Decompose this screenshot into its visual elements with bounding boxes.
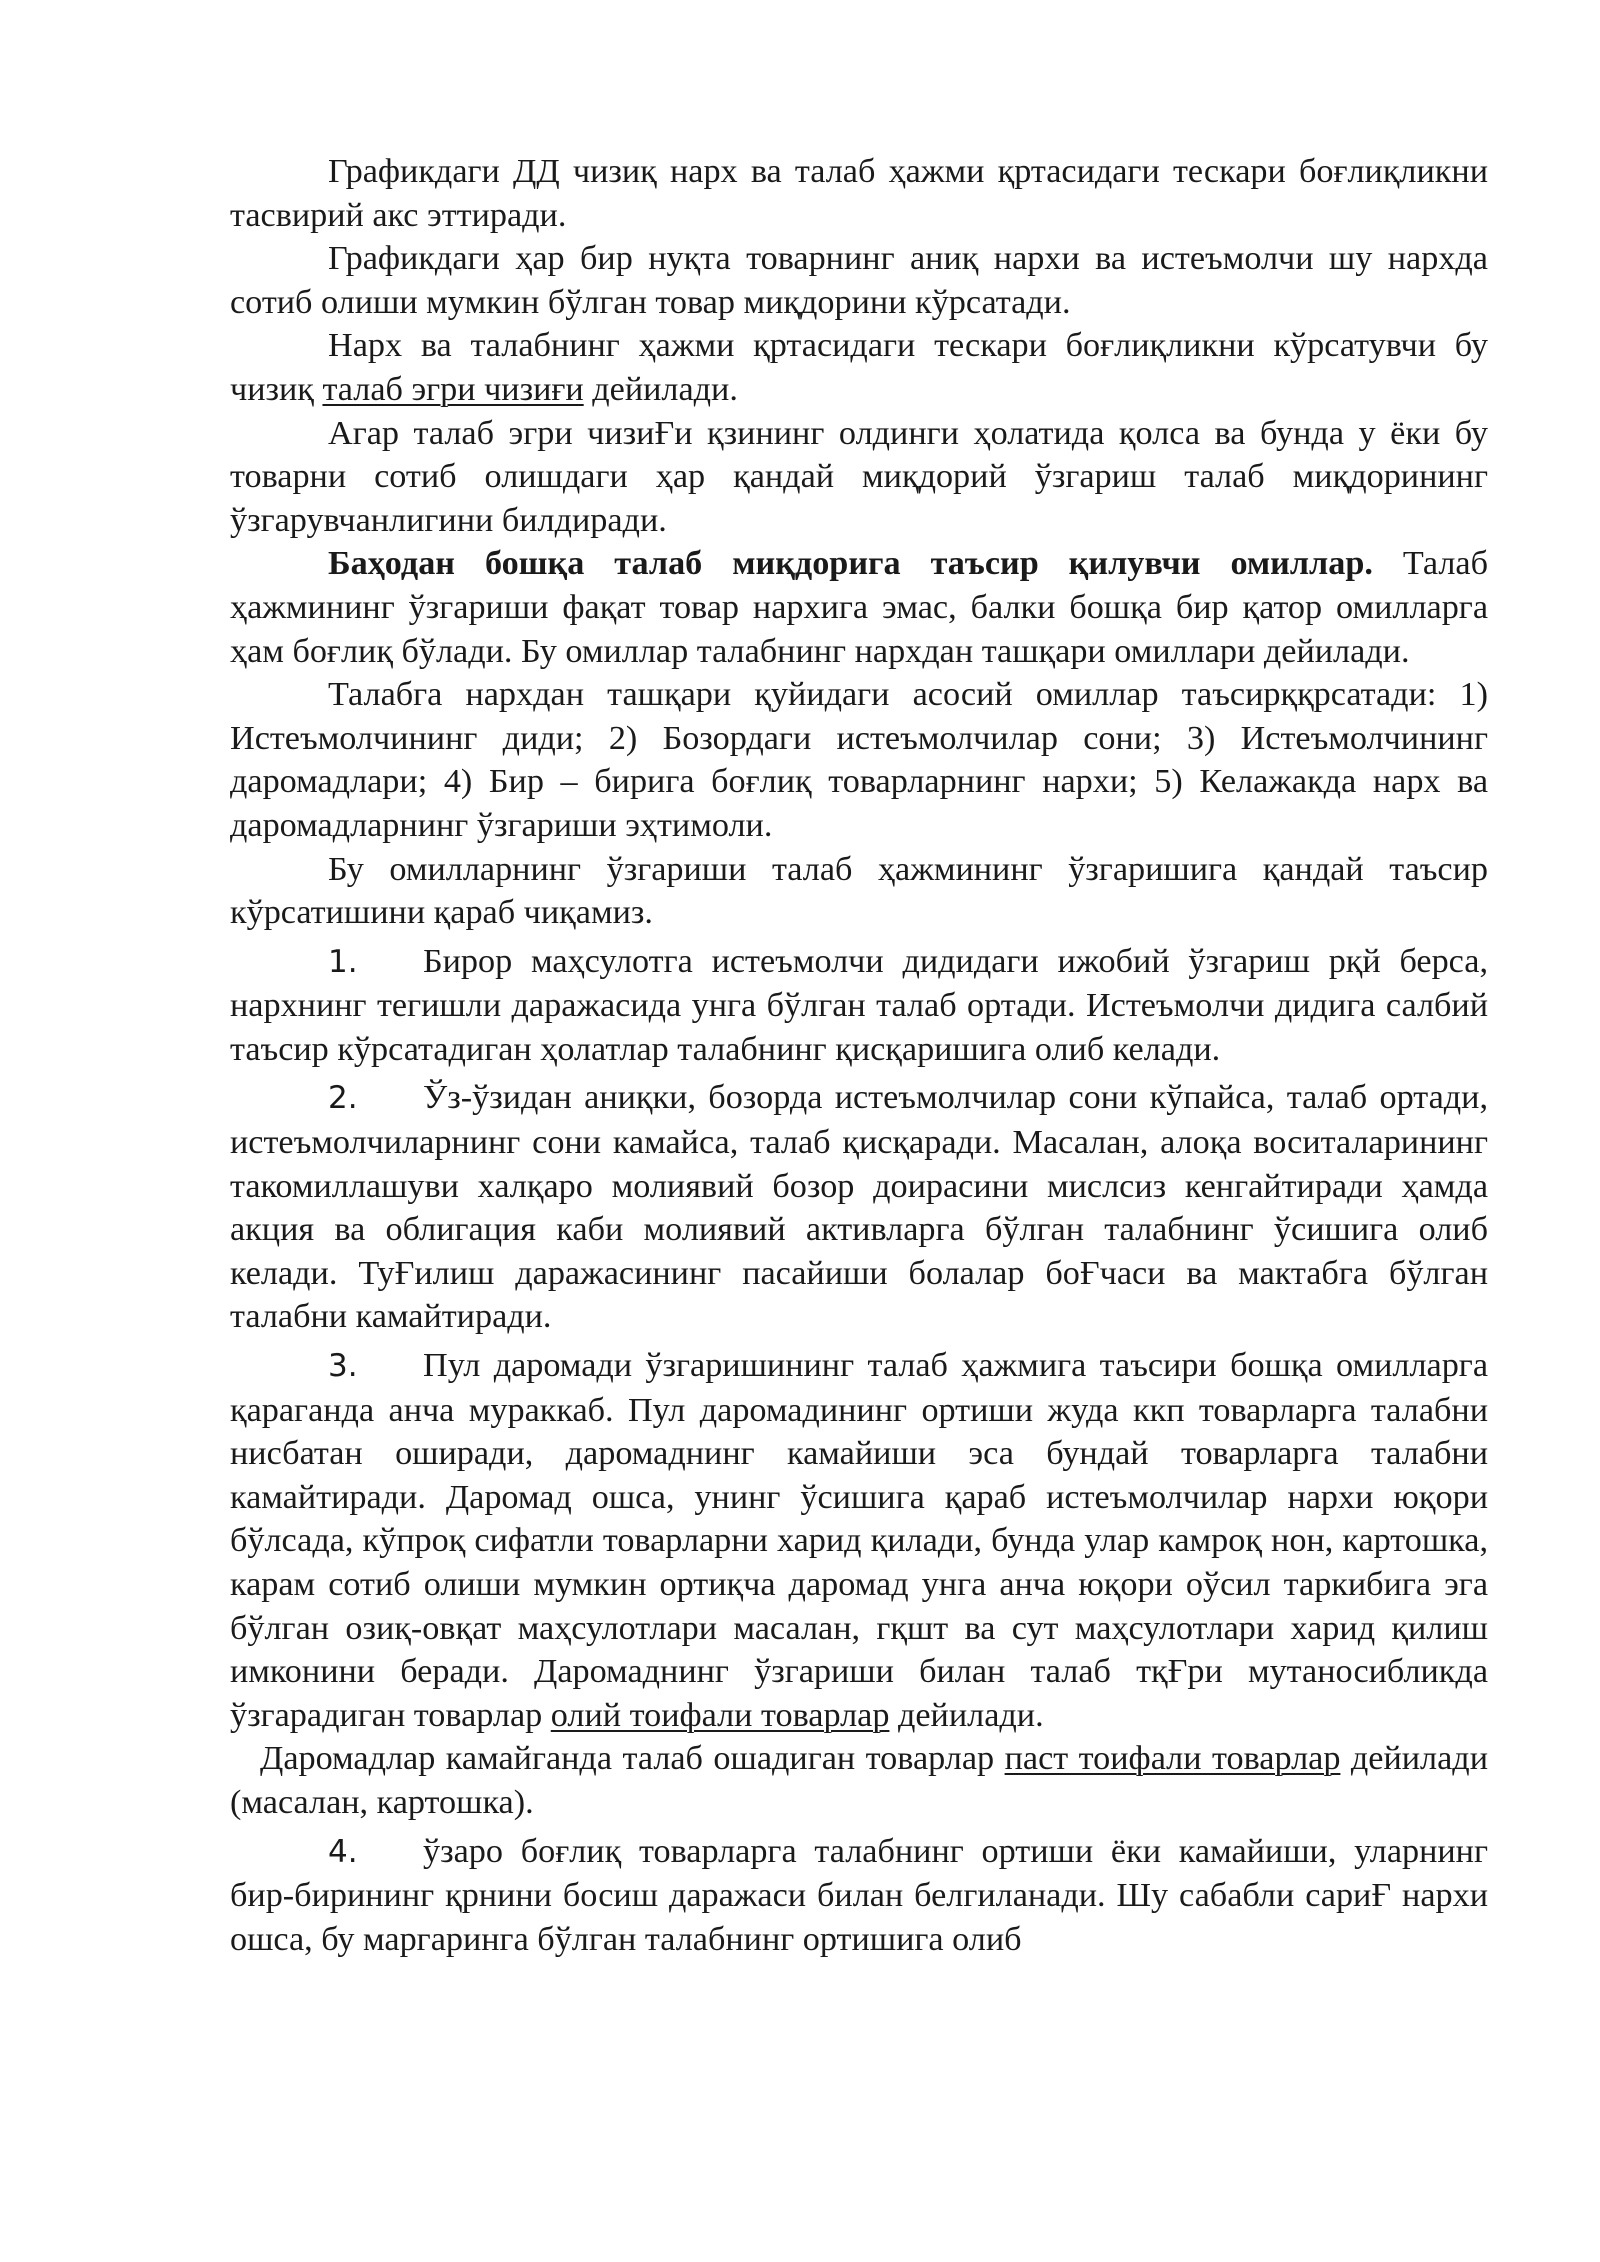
paragraph-text: Даромадлар камайганда талаб ошадиган товарлар bbox=[260, 1740, 1005, 1778]
list-number: 4. bbox=[328, 1833, 358, 1870]
list-number: 1. bbox=[328, 943, 358, 980]
list-item bbox=[230, 1830, 1488, 1962]
list-item bbox=[230, 1076, 1488, 1339]
underlined-term: талаб эгри чизиғи bbox=[322, 370, 584, 408]
paragraph bbox=[230, 324, 1488, 411]
paragraph-text: Талаб ҳажмининг ўзгариши фақат товар нархига эмас, балки бошқа бир қатор омилларга ҳам боғлиқ бўлади. Бу омиллар талабнинг нархдан ташқари омиллари дейилади. bbox=[230, 545, 1489, 670]
list-item-text: дейилади. bbox=[889, 1696, 1044, 1734]
paragraph: Графикдаги ҳар бир нуқта товарнинг аниқ нархи ва истеъмолчи шу нархда сотиб олиши мумкин бўлган товар миқдорини кўрсатади. bbox=[230, 240, 1488, 321]
list-item bbox=[230, 1344, 1488, 1737]
paragraph: Агар талаб эгри чизиҒи қзининг олдинги ҳолатида қолса ва бунда у ёки бу товарни сотиб олишдаги ҳар қандай миқдорий ўзгариш талаб миқдорининг ўзгарувчанлигини билдиради. bbox=[230, 414, 1488, 539]
list-item bbox=[230, 940, 1488, 1072]
paragraph-text: Нарх ва талабнинг ҳажми қртасидаги тескари боғлиқликни кўрсатувчи бу чизиқ bbox=[230, 327, 1488, 408]
document-page bbox=[230, 150, 1488, 1961]
paragraph: Талабга нархдан ташқари қуйидаги асосий омиллар таъсирққрсатади: 1) Истеъмолчининг диди; 2) Бозордаги истеъмолчилар сони; 3) Истеъмолчининг даромадлари; 4) Бир – бирига боғлиқ товарларнинг нархи; 5) Келажакда нарх ва даромадларнинг ўзгариши эҳтимоли. bbox=[230, 676, 1488, 844]
underlined-term: олий тоифали товарлар bbox=[550, 1696, 890, 1734]
section-heading: Баҳодан бошқа талаб миқдорига таъсир қилувчи омиллар. bbox=[328, 545, 1373, 583]
list-item-text: Ўз-ўзидан аниқки, бозорда истеъмолчилар сони кўпайса, талаб ортади, истеъмолчиларнинг сони камайса, талаб қисқаради. Масалан, алоқа воситаларининг такомиллашуви халқаро молиявий бозор доирасини мислсиз кенгайтиради ҳамда акция ва облигация каби молиявий активларга бўлган талабнинг ўсишига олиб келади. ТуҒилиш даражасининг пасайиши болалар боҒчаси ва мактабга бўлган талабни камайтиради. bbox=[230, 1079, 1488, 1336]
paragraph-text: дейилади (масалан, картошка). bbox=[230, 1740, 1488, 1821]
list-number: 2. bbox=[328, 1080, 358, 1117]
paragraph bbox=[230, 542, 1488, 673]
underlined-term: паст тоифали товарлар bbox=[1004, 1740, 1341, 1778]
list-item-text: ўзаро боғлиқ товарларга талабнинг ортиши ёки камайиши, уларнинг бир-бирининг қрнини босиш даражаси билан белгиланади. Шу сабабли сариҒ нархи ошса, бу маргаринга бўлган талабнинг ортишига олиб bbox=[230, 1832, 1488, 1958]
paragraph: Графикдаги ДД чизиқ нарх ва талаб ҳажми қртасидаги тескари боғлиқликни тасвирий акс эттиради. bbox=[230, 153, 1488, 234]
list-item-text: Пул даромади ўзгаришининг талаб ҳажмига таъсири бошқа омилларга қараганда анча мураккаб. Пул даромадининг ортиши жуда ккп товарларга талабни нисбатан оширади, даромаднинг камайиши эса бундай товарларга талабни камайтиради. Даромад ошса, унинг ўсишига қараб истеъмолчилар нархи юқори бўлсада, кўпроқ сифатли товарларни харид қилади, бунда улар камроқ нон, картошка, карам сотиб олиши мумкин ортиқча даромад унга анча юқори оўсил таркибига эга бўлган озиқ-овқат маҳсулотлари масалан, гқшт ва сут маҳсулотлари харид қилиш имконини беради. Даромаднинг ўзгариши билан талаб тқҒри мутаносибликда ўзгарадиган товарлар bbox=[230, 1347, 1488, 1734]
paragraph bbox=[230, 1737, 1488, 1824]
list-item-text: Бирор маҳсулотга истеъмолчи дидидаги ижобий ўзгариш рқй берса, нархнинг тегишли даражасида унга бўлган талаб ортади. Истеъмолчи дидига салбий таъсир кўрсатадиган ҳолатлар талабнинг қисқаришига олиб келади. bbox=[230, 942, 1488, 1068]
list-number: 3. bbox=[328, 1348, 358, 1385]
paragraph-text: дейилади. bbox=[583, 370, 738, 408]
paragraph: Бу омилларнинг ўзгариши талаб ҳажмининг ўзгаришига қандай таъсир кўрсатишини қараб чиқамиз. bbox=[230, 850, 1488, 932]
